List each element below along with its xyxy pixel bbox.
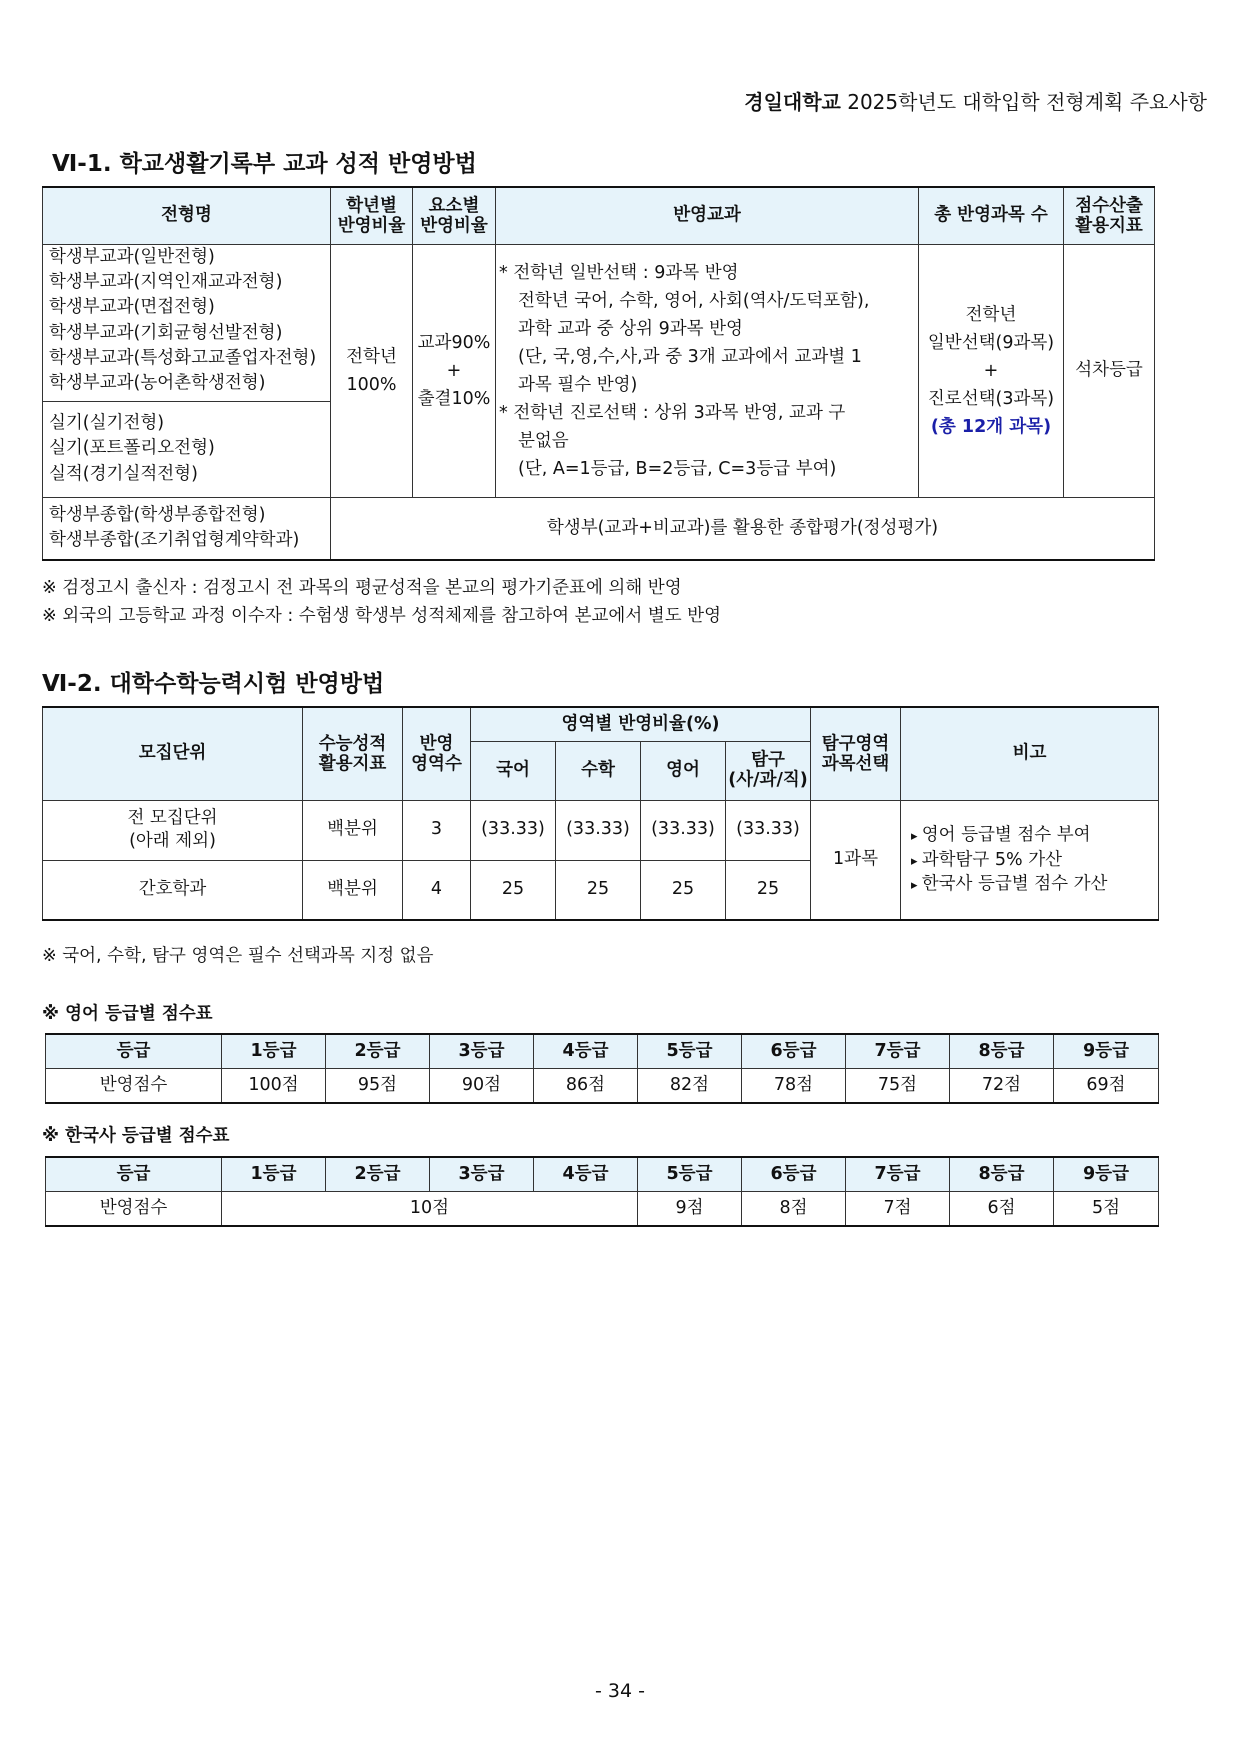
header-area-ratio: 영역별 반영비율(%)	[471, 707, 811, 741]
grade-header: 7등급	[846, 1034, 950, 1068]
grade-header: 6등급	[742, 1034, 846, 1068]
row-count: 4	[403, 860, 471, 920]
merged-score-cell: 10점	[222, 1191, 638, 1226]
inquiry-select-cell: 1과목	[811, 800, 901, 920]
group3-desc-cell: 학생부(교과+비교과)를 활용한 종합평가(정성평가)	[331, 497, 1155, 560]
row-english: (33.33)	[641, 800, 726, 860]
section2-title: Ⅵ-2. 대학수학능력시험 반영방법	[42, 671, 385, 697]
subjects-line: 전학년 국어, 수학, 영어, 사회(역사/도덕포함),	[518, 290, 870, 311]
section1-table	[42, 186, 1155, 561]
group2-cell	[43, 401, 331, 497]
row-indicator: 백분위	[303, 860, 403, 920]
total-subjects-text: 전학년 일반선택(9과목) + 진로선택(3과목)	[927, 304, 1055, 409]
indicator-cell: 석차등급	[1064, 244, 1155, 497]
subjects-line: (단, 국,영,수,사,과 중 3개 교과에서 교과별 1	[518, 346, 862, 367]
remarks-cell	[901, 800, 1159, 920]
score-cell: 86점	[534, 1068, 638, 1103]
row-inquiry: (33.33)	[726, 800, 811, 860]
grade-header: 2등급	[326, 1034, 430, 1068]
section2-table	[42, 706, 1159, 921]
english-score-table	[45, 1033, 1159, 1104]
total-subjects-highlight: (총 12개 과목)	[930, 416, 1052, 437]
row-english: 25	[641, 860, 726, 920]
score-cell: 72점	[950, 1068, 1054, 1103]
admission-type-item: 학생부교과(일반전형)	[49, 246, 215, 267]
grade-header: 6등급	[742, 1157, 846, 1191]
section1-title: Ⅵ-1. 학교생활기록부 교과 성적 반영방법	[52, 151, 477, 177]
admission-type-item: 학생부교과(지역인재교과전형)	[49, 271, 283, 292]
grade-header: 4등급	[534, 1157, 638, 1191]
score-cell: 7점	[846, 1191, 950, 1226]
row-count: 3	[403, 800, 471, 860]
header-remarks: 비고	[901, 707, 1159, 800]
score-cell: 90점	[430, 1068, 534, 1103]
grade-header: 등급	[46, 1157, 222, 1191]
subjects-line: * 전학년 진로선택 : 상위 3과목 반영, 교과 구	[499, 402, 846, 423]
subjects-line: * 전학년 일반선택 : 9과목 반영	[499, 262, 739, 283]
score-row-label: 반영점수	[46, 1191, 222, 1226]
header-inquiry-select: 탐구영역 과목선택	[811, 707, 901, 800]
element-ratio-cell: 교과90% + 출결10%	[413, 244, 496, 497]
row-unit: 전 모집단위 (아래 제외)	[43, 800, 303, 860]
subjects-line: (단, A=1등급, B=2등급, C=3등급 부여)	[518, 458, 837, 479]
grade-header: 9등급	[1054, 1034, 1159, 1068]
section1-note: ※ 외국의 고등학교 과정 이수자 : 수험생 학생부 성적체제를 참고하여 본교에서 별도 반영	[42, 606, 721, 626]
header-subjects: 반영교과	[496, 187, 919, 244]
admission-type-item: 학생부교과(농어촌학생전형)	[49, 373, 266, 394]
header-admission-type: 전형명	[43, 187, 331, 244]
header-element-ratio: 요소별 반영비율	[413, 187, 496, 244]
section1-note: ※ 검정고시 출신자 : 검정고시 전 과목의 평균성적을 본교의 평가기준표에 의해 반영	[42, 578, 682, 598]
grade-header: 등급	[46, 1034, 222, 1068]
score-cell: 82점	[638, 1068, 742, 1103]
admission-type-item: 실기(실기전형)	[49, 412, 165, 433]
row-math: (33.33)	[556, 800, 641, 860]
row-inquiry: 25	[726, 860, 811, 920]
score-cell: 8점	[742, 1191, 846, 1226]
admission-type-item: 실기(포트폴리오전형)	[49, 438, 215, 459]
header-area-count: 반영 영역수	[403, 707, 471, 800]
page-number: - 34 -	[595, 1680, 645, 1702]
admission-type-item: 학생부교과(기회균형선발전형)	[49, 322, 283, 343]
grade-header: 5등급	[638, 1034, 742, 1068]
subjects-line: 분없음	[518, 430, 569, 451]
score-cell: 95점	[326, 1068, 430, 1103]
remark-item: ▸ 영어 등급별 점수 부여	[911, 823, 1158, 848]
header-english: 영어	[641, 741, 726, 800]
subjects-line: 과학 교과 중 상위 9과목 반영	[518, 318, 743, 339]
subjects-line: 과목 필수 반영)	[518, 374, 638, 395]
group1-cell	[43, 244, 331, 401]
row-indicator: 백분위	[303, 800, 403, 860]
admission-type-item: 실적(경기실적전형)	[49, 463, 198, 484]
grade-header: 1등급	[222, 1157, 326, 1191]
grade-header: 3등급	[430, 1034, 534, 1068]
header-korean: 국어	[471, 741, 556, 800]
header-title: 2025학년도 대학입학 전형계획 주요사항	[840, 90, 1207, 114]
page-header	[744, 86, 1207, 115]
grade-header: 9등급	[1054, 1157, 1159, 1191]
header-unit: 모집단위	[43, 707, 303, 800]
header-total-subjects: 총 반영과목 수	[919, 187, 1064, 244]
grade-header: 5등급	[638, 1157, 742, 1191]
group3-cell	[43, 497, 331, 560]
english-table-title: ※ 영어 등급별 점수표	[42, 1004, 213, 1024]
header-university: 경일대학교	[744, 90, 841, 114]
header-indicator: 점수산출 활용지표	[1064, 187, 1155, 244]
score-cell: 9점	[638, 1191, 742, 1226]
history-score-table	[45, 1156, 1159, 1227]
score-cell: 100점	[222, 1068, 326, 1103]
grade-header: 3등급	[430, 1157, 534, 1191]
section2-note: ※ 국어, 수학, 탐구 영역은 필수 선택과목 지정 없음	[42, 946, 434, 966]
remark-item: ▸ 한국사 등급별 점수 가산	[911, 872, 1158, 897]
score-cell: 69점	[1054, 1068, 1159, 1103]
header-inquiry: 탐구 (사/과/직)	[726, 741, 811, 800]
history-table-title: ※ 한국사 등급별 점수표	[42, 1126, 230, 1146]
grade-ratio-cell: 전학년 100%	[331, 244, 413, 497]
subjects-cell	[496, 244, 919, 497]
grade-header: 4등급	[534, 1034, 638, 1068]
score-cell: 78점	[742, 1068, 846, 1103]
admission-type-item: 학생부교과(면접전형)	[49, 297, 215, 318]
row-korean: (33.33)	[471, 800, 556, 860]
row-math: 25	[556, 860, 641, 920]
remark-item: ▸ 과학탐구 5% 가산	[911, 848, 1158, 873]
header-csat-indicator: 수능성적 활용지표	[303, 707, 403, 800]
score-row-label: 반영점수	[46, 1068, 222, 1103]
header-grade-ratio: 학년별 반영비율	[331, 187, 413, 244]
row-korean: 25	[471, 860, 556, 920]
admission-type-item: 학생부종합(조기취업형계약학과)	[49, 530, 300, 551]
score-cell: 75점	[846, 1068, 950, 1103]
admission-type-item: 학생부교과(특성화고교졸업자전형)	[49, 348, 317, 368]
total-subjects-cell	[919, 244, 1064, 497]
score-cell: 6점	[950, 1191, 1054, 1226]
grade-header: 7등급	[846, 1157, 950, 1191]
grade-header: 1등급	[222, 1034, 326, 1068]
grade-header: 8등급	[950, 1157, 1054, 1191]
grade-header: 2등급	[326, 1157, 430, 1191]
admission-type-item: 학생부종합(학생부종합전형)	[49, 504, 266, 525]
grade-header: 8등급	[950, 1034, 1054, 1068]
row-unit: 간호학과	[43, 860, 303, 920]
score-cell: 5점	[1054, 1191, 1159, 1226]
header-math: 수학	[556, 741, 641, 800]
